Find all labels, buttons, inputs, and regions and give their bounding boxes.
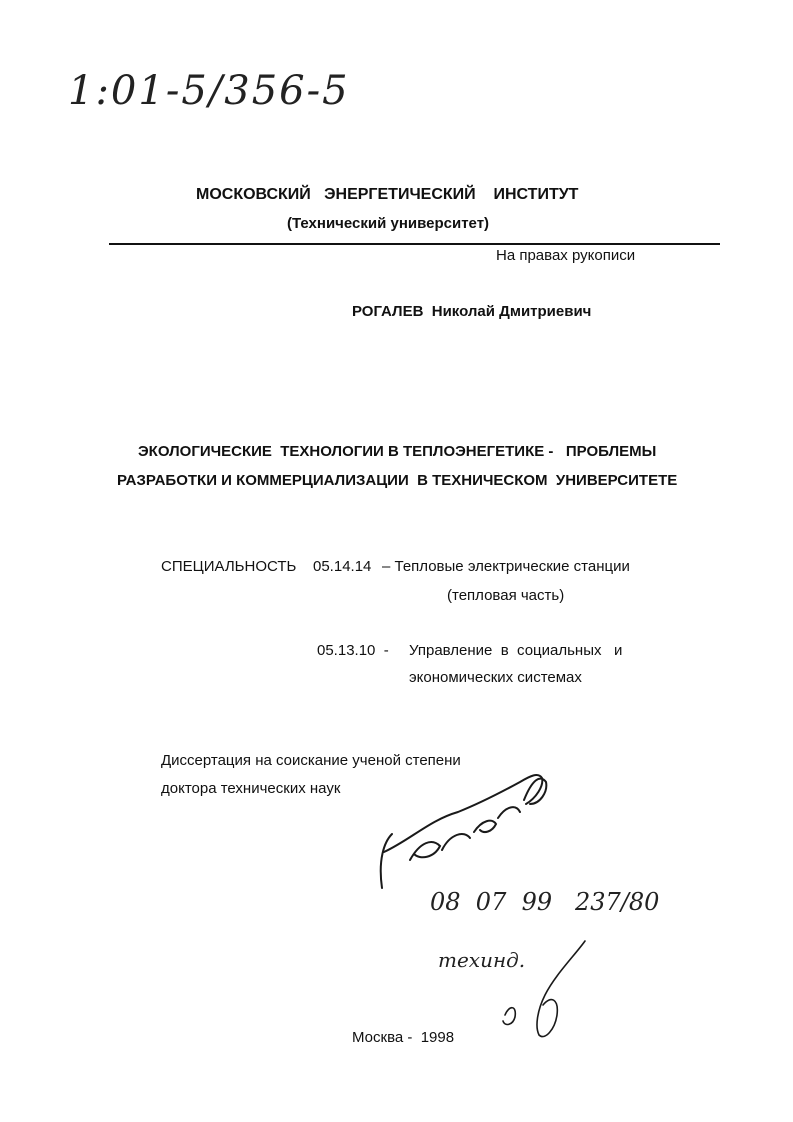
specialty-desc-2: Управление в социальных и <box>409 642 623 659</box>
handwritten-date: 08 07 99 237/80 <box>430 888 660 916</box>
author-name: РОГАЛЕВ Николай Дмитриевич <box>352 303 592 320</box>
handwritten-note: техинд. <box>438 948 526 972</box>
title-line-2: РАЗРАБОТКИ И КОММЕРЦИАЛИЗАЦИИ В ТЕХНИЧЕСКОМ УНИВЕРСИТЕТЕ <box>117 472 678 489</box>
signature <box>370 760 570 900</box>
manuscript-note: На правах рукописи <box>496 247 636 264</box>
specialty-desc-2-cont: экономических системах <box>409 669 582 686</box>
city-year: Москва - 1998 <box>352 1029 455 1046</box>
archive-code: 1:01-5/356-5 <box>68 68 350 114</box>
initials-scribble <box>485 935 605 1045</box>
specialty-code-2: 05.13.10 - <box>317 642 389 659</box>
dissertation-line-1: Диссертация на соискание ученой степени <box>161 752 461 769</box>
specialty-code-1: 05.14.14 <box>313 558 372 575</box>
specialty-desc-1: – Тепловые электрические станции <box>382 558 630 575</box>
title-line-1: ЭКОЛОГИЧЕСКИЕ ТЕХНОЛОГИИ В ТЕПЛОЭНЕГЕТИКЕ - ПРОБЛЕМЫ <box>138 443 657 460</box>
institute-subtitle: (Технический университет) <box>287 215 490 232</box>
institute-name: МОСКОВСКИЙ ЭНЕРГЕТИЧЕСКИЙ ИНСТИТУТ <box>196 186 579 203</box>
header-rule <box>109 243 720 245</box>
specialty-label: СПЕЦИАЛЬНОСТЬ <box>161 558 297 575</box>
specialty-desc-1-cont: (тепловая часть) <box>447 587 565 604</box>
dissertation-line-2: доктора технических наук <box>161 780 341 797</box>
